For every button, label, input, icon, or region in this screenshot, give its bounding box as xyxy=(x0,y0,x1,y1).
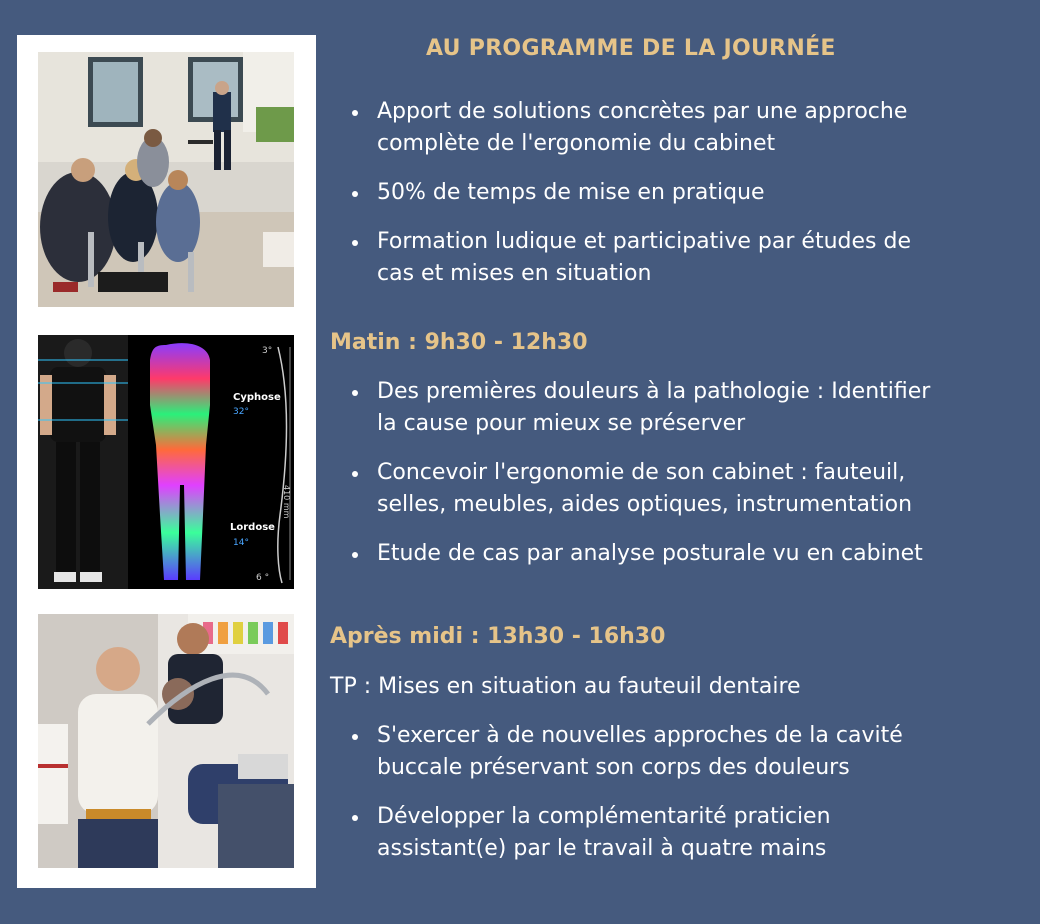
bullet-icon xyxy=(352,815,358,821)
posture-analysis-image xyxy=(38,335,294,589)
bottom-angle: 6 ° xyxy=(256,573,270,583)
bullet-icon xyxy=(352,240,358,246)
seminar-photo xyxy=(38,52,294,307)
bullet-icon xyxy=(352,191,358,197)
photo-panel xyxy=(17,35,316,888)
list-item: Formation ludique et participative par études de cas et mises en situation xyxy=(350,226,1030,290)
cyphose-label: Cyphose xyxy=(233,392,281,403)
intro-bullet-list xyxy=(350,96,1030,307)
list-item: 50% de temps de mise en pratique xyxy=(350,177,1030,209)
top-angle: 3° xyxy=(262,346,273,356)
list-item: Développer la complémentarité praticien assistant(e) par le travail à quatre mains xyxy=(350,801,1030,865)
afternoon-bullet-list xyxy=(350,720,1030,882)
list-item: Apport de solutions concrètes par une approche complète de l'ergonomie du cabinet xyxy=(350,96,1030,160)
dental-practice-photo xyxy=(38,614,294,868)
bullet-icon xyxy=(352,110,358,116)
bullet-icon xyxy=(352,471,358,477)
list-item: Des premières douleurs à la pathologie : Identifier la cause pour mieux se préserver xyxy=(350,376,1030,440)
list-item: Etude de cas par analyse posturale vu en cabinet xyxy=(350,538,1030,570)
tp-line: TP : Mises en situation au fauteuil dentaire xyxy=(330,674,801,699)
bullet-icon xyxy=(352,734,358,740)
height-measure: 410 mm xyxy=(282,485,291,519)
afternoon-heading: Après midi : 13h30 - 16h30 xyxy=(330,624,666,649)
cyphose-value: 32° xyxy=(233,407,249,417)
lordose-value: 14° xyxy=(233,538,249,548)
lordose-label: Lordose xyxy=(230,522,275,533)
morning-bullet-list xyxy=(350,376,1030,587)
bullet-icon xyxy=(352,552,358,558)
list-item: S'exercer à de nouvelles approches de la cavité buccale préservant son corps des douleurs xyxy=(350,720,1030,784)
bullet-icon xyxy=(352,390,358,396)
morning-heading: Matin : 9h30 - 12h30 xyxy=(330,330,588,355)
list-item: Concevoir l'ergonomie de son cabinet : fauteuil, selles, meubles, aides optiques, instrumentation xyxy=(350,457,1030,521)
page-title: AU PROGRAMME DE LA JOURNÉE xyxy=(426,36,836,61)
